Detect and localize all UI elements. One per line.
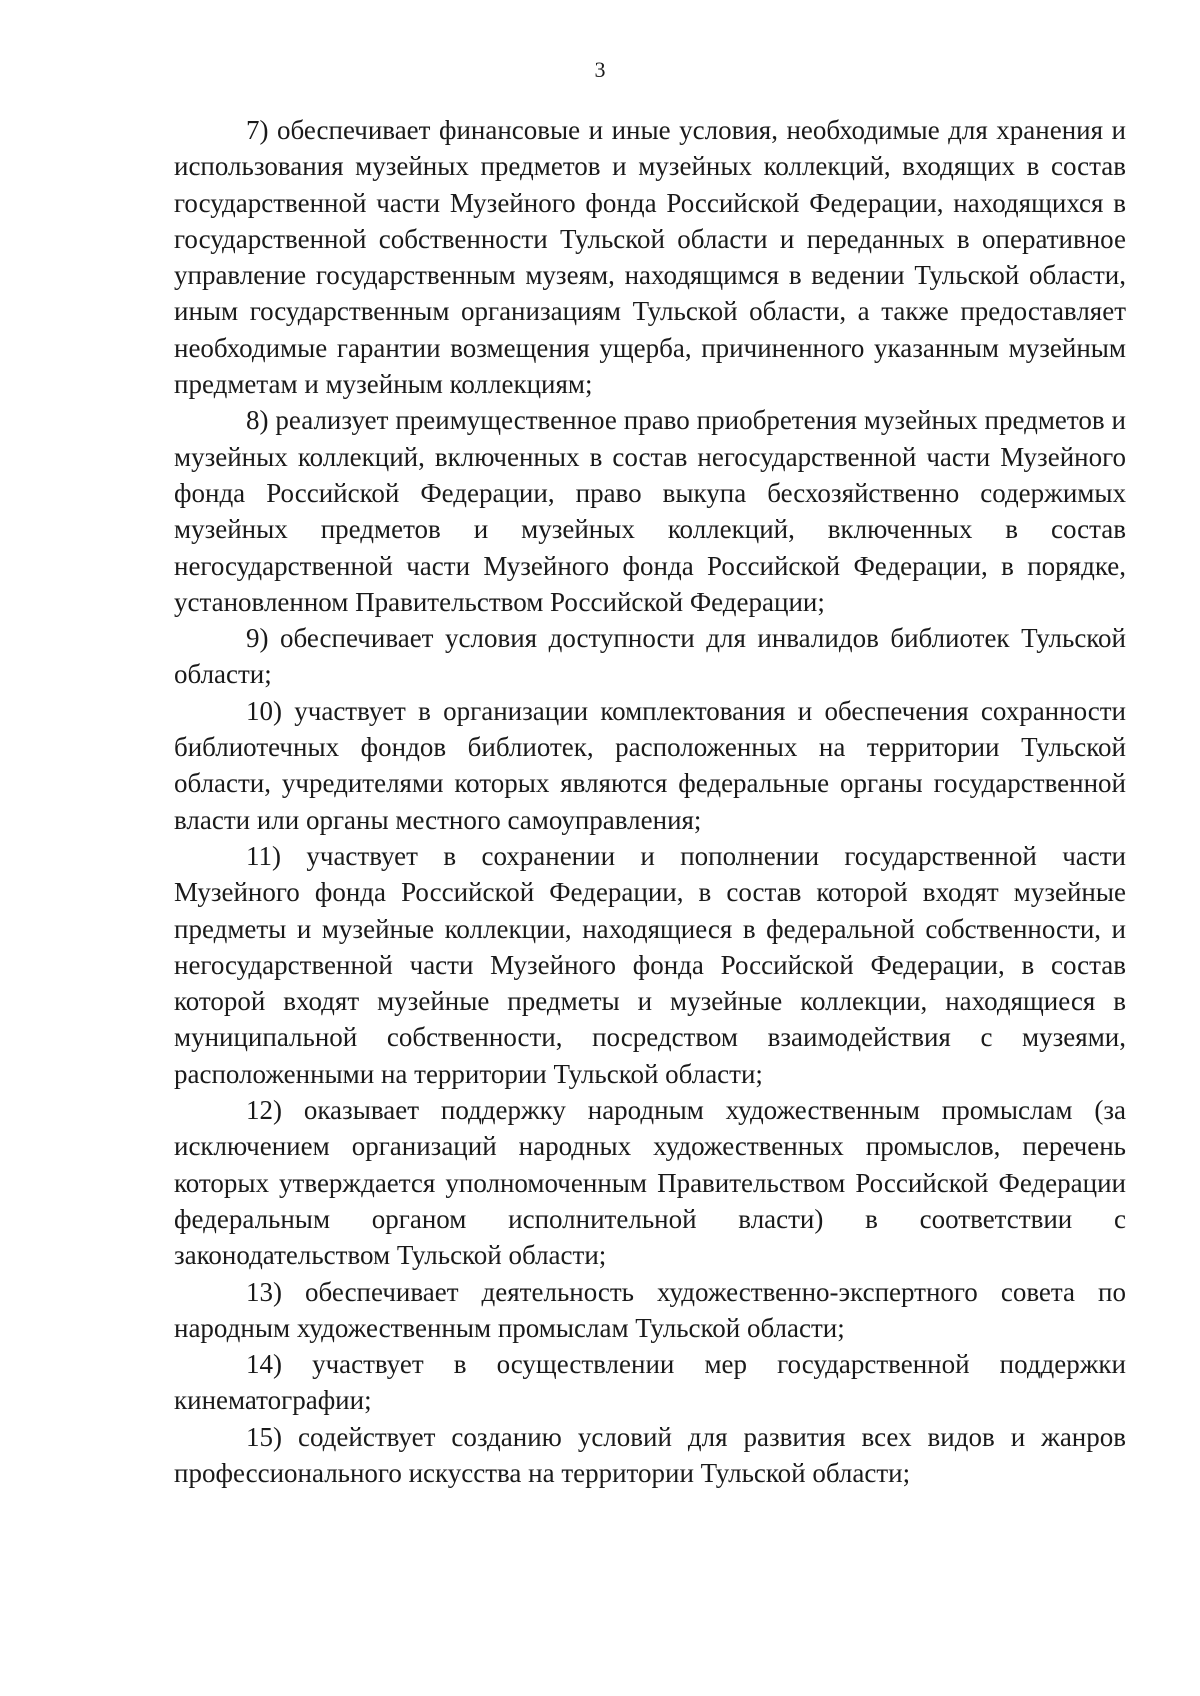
document-body xyxy=(174,112,1126,1491)
list-item-12: 12) оказывает поддержку народным художественным промыслам (за исключением организаций народных художественных промыслов, перечень которых утверждается уполномоченным Правительством Российской Федерации федеральным органом исполнительной власти) в соответствии с законодательством Тульской области; xyxy=(174,1095,1126,1271)
page-number: 3 xyxy=(594,57,606,82)
list-item-9: 9) обеспечивает условия доступности для инвалидов библиотек Тульской области; xyxy=(174,623,1126,690)
list-item-13: 13) обеспечивает деятельность художественно-экспертного совета по народным художественным промыслам Тульской области; xyxy=(174,1276,1126,1343)
list-item-14: 14) участвует в осуществлении мер государственной поддержки кинематографии; xyxy=(174,1349,1126,1416)
list-item-11: 11) участвует в сохранении и пополнении государственной части Музейного фонда Российской Федерации, в состав которой входят музейные предметы и музейные коллекции, находящиеся в федеральной собственности, и негосударственной части Музейного фонда Российской Федерации, в состав которой входят музейные предметы и музейные коллекции, находящиеся в муниципальной собственности, посредством взаимодействия с музеями, расположенными на территории Тульской области; xyxy=(174,840,1126,1089)
list-item-15: 15) содействует созданию условий для развития всех видов и жанров профессионального искусства на территории Тульской области; xyxy=(174,1421,1126,1488)
list-item-8: 8) реализует преимущественное право приобретения музейных предметов и музейных коллекций, включенных в состав негосударственной части Музейного фонда Российской Федерации, право выкупа бесхозяйственно содержимых музейных предметов и музейных коллекций, включенных в состав негосударственной части Музейного фонда Российской Федерации, в порядке, установленном Правительством Российской Федерации; xyxy=(174,405,1126,617)
list-item-10: 10) участвует в организации комплектования и обеспечения сохранности библиотечных фондов библиотек, расположенных на территории Тульской области, учредителями которых являются федеральные органы государственной власти или органы местного самоуправления; xyxy=(174,695,1126,835)
list-item-7: 7) обеспечивает финансовые и иные условия, необходимые для хранения и использования музейных предметов и музейных коллекций, входящих в состав государственной части Музейного фонда Российской Федерации, находящихся в государственной собственности Тульской области и переданных в оперативное управление государственным музеям, находящимся в ведении Тульской области, иным государственным организациям Тульской области, а также предоставляет необходимые гарантии возмещения ущерба, причиненного указанным музейным предметам и музейным коллекциям; xyxy=(174,115,1126,400)
